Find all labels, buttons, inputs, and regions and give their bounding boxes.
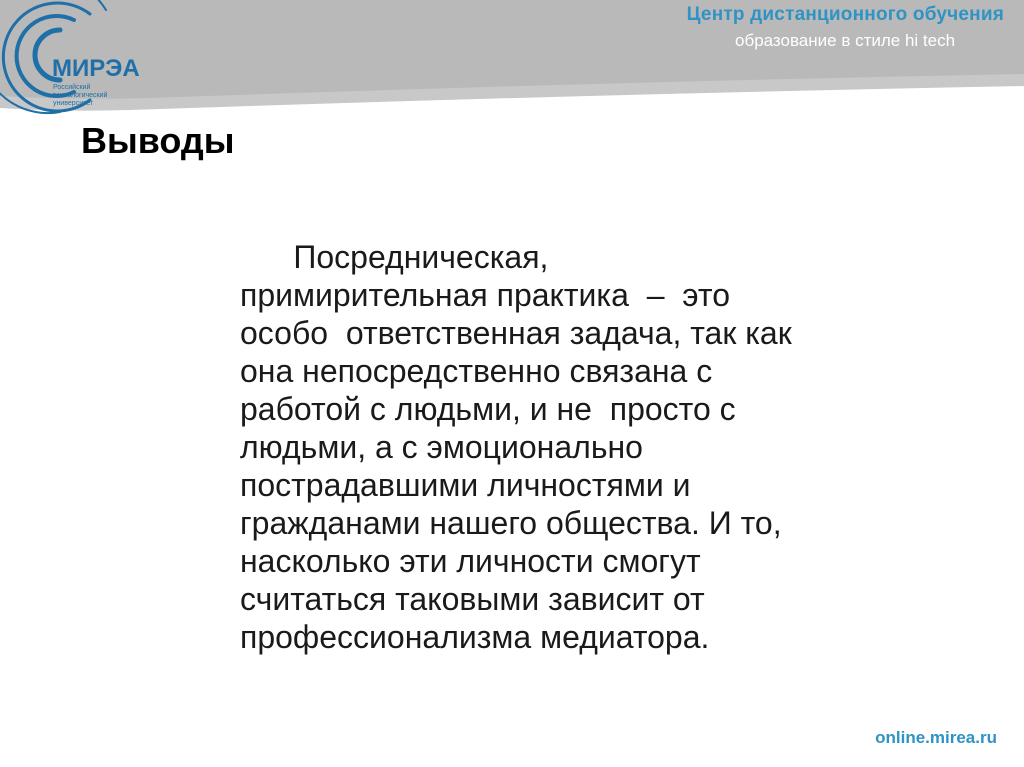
logo-caption-line-1: Российский [53,84,91,91]
logo-wordmark: МИРЭА [52,55,140,82]
org-title: Центр дистанционного обучения [686,4,1004,25]
body-line: особо ответственная задача, так как [240,315,792,351]
body-line: профессионализма медиатора. [240,619,710,655]
body-line: примирительная практика – это [240,277,730,313]
body-line: она непосредственно связана с [240,353,713,389]
body-line: считаться таковыми зависит от [240,581,705,617]
body-line: людьми, а с эмоционально [240,429,643,465]
footer-url-link[interactable]: online.mirea.ru [875,728,997,747]
body-line: гражданами нашего общества. И то, [240,505,782,541]
slide-title: Выводы [81,120,235,161]
body-line: насколько эти личности смогут [240,543,701,579]
mirea-logo [0,0,180,120]
slide-body [240,238,960,656]
logo-caption-line-3: университет [53,100,94,107]
body-line: Посредническая, [240,239,549,275]
mirea-logo-graphic [0,0,180,120]
org-subtitle: образование в стиле hi tech [735,31,956,50]
body-line: пострадавшими личностями и [240,467,691,503]
body-line: работой с людьми, и не просто с [240,391,736,427]
logo-caption-line-2: технологический [53,92,108,99]
